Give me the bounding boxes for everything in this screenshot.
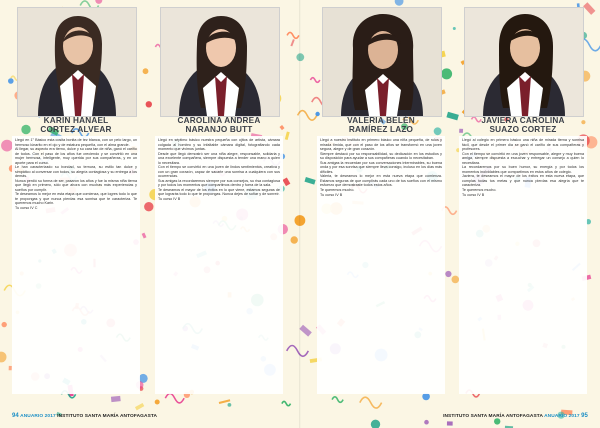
portrait-image [18,8,136,116]
student-bio [12,136,140,394]
page-number: 95 [581,413,588,419]
bio-paragraph: Javiera, te deseamos el mayor de los éxitos en esta nueva etapa, que cumplas todas tus metas y que nunca pierdas esa alegría que te caracteriza. [462,174,584,187]
bio-paragraph: Sus amigas la recordaremos siempre por sus consejos, su risa contagiosa y por todos los momentos que compartimos dentro y fuera de la sala. [158,178,280,187]
portrait-image [465,8,583,116]
student-photo [17,7,137,117]
student-name [153,116,285,135]
yearbook-title: ANUARIO 2017 [20,414,56,419]
school-name: INSTITUTO SANTA MARÍA ANTOFAGASTA [57,414,158,419]
school-name: INSTITUTO SANTA MARÍA ANTOFAGASTA [443,414,543,419]
bio-paragraph: Llegó al colegio en primero básico una niña de mirada tierna y sonrisa fácil, que desde el primer día se ganó el cariño de sus compañeras y profesores. [462,138,584,151]
student-first-names: KARIN HANAEL [43,116,109,125]
bio-signature: Tu curso IV C [15,206,38,210]
bio-paragraph: Te queremos mucho. [462,187,497,192]
bio-signature: Tu curso IV B [320,192,343,197]
student-photo [322,7,442,117]
bio-paragraph: Al llegar, su aspecto era tierno, dulce y su cara tan de niña, ganó el cariño de todos. Con el paso de los años fue creciendo y se convirtió en una mujer hermosa, inteligente, muy querida por sus compañeras, y en un aporte para el curso. [15,147,137,165]
bio-paragraph: Siempre destacó por su responsabilidad, su dedicación en los estudios y su disposición para ayudar a sus compañeras cuando lo necesitaban. [320,151,442,160]
student-photo [160,7,280,117]
student-name [315,116,447,135]
student-bio [317,136,445,394]
bio-paragraph: Valeria, te deseamos lo mejor en esta nueva etapa que comienza. Estamos seguras de que cumplirás cada uno de tus sueños con el mismo esfuerzo que demostraste todos estos años. [320,174,442,187]
student-name [10,116,142,135]
bio-paragraph: Con el tiempo se convirtió en una joven de lindos sentimientos, creativa y con un gran corazón, capaz de sacarle una sonrisa a cualquiera con sus ocurrencias. [158,165,280,178]
bio-paragraph: Llegó en séptimo básico nuestra pequeña con ojitos de artista, cámara colgada al hombro y su infaltable cámara digital, fotografiando cada momento que vivimos juntas. [158,138,280,151]
student-photo [464,7,584,117]
bio-paragraph: Nunca perdió su forma de ser, pasaron los años y fue la misma niña tierna que llegó en primero, sólo que ahora con muchas más experiencias y sueños por cumplir. [15,178,137,192]
bio-paragraph: Con el tiempo se convirtió en una joven responsable, alegre y muy buena amiga, siempre dispuesta a escuchar y entregar un consejo a quien lo necesitara. [462,151,584,165]
bio-paragraph: La recordaremos por su buen humor, su energía y por todos los momentos inolvidables que compartimos en estos años de colegio. [462,165,584,174]
bio-signature: Tu curso IV B [158,197,181,201]
bio-paragraph: Llegó a nuestro instituto en primero básico una niña pequeña, de rulos y mirada tímida, que con el paso de los años se transformó en una joven segura, alegre y de gran corazón. [320,138,442,151]
student-surnames: CORTEZ ALVEAR [40,125,112,135]
student-bio [459,136,587,394]
bio-paragraph: Desde que llegó demostró ser una niña alegre, responsable, solidaria y una excelente compañera, siempre dispuesta a tender una mano a quien lo necesitara. [158,151,280,165]
portrait-image [161,8,279,116]
student-first-names: CAROLINA ANDREA [177,116,261,125]
bio-paragraph: Le han caracterizado su bondad, su ternura, su estilo tan dulce y simpático al conversar con todos, su alegría contagiosa y su entrega a los demás. [15,165,137,178]
bio-paragraph: Sus amigas la recuerdan por sus conversaciones interminables, su buena onda y por esa sonrisa que siempre lleva consigo, incluso en los días más difíciles. [320,160,442,174]
bio-paragraph: Te deseamos lo mejor en esta etapa que comienza, que logres todo lo que te propongas y que nunca pierdas esa sonrisa que te caracteriza. Te queremos mucho Karin. [15,192,137,205]
page-number: 94 [12,413,19,419]
bio-paragraph: Llegó en 1° Básico esta cosita bonita de tez blanca, con un pelo largo, un hermoso lúnarito en el ojo y de estatura pequeña, con el alma grande. [15,138,137,147]
right-page [300,0,600,428]
bio-paragraph: Te deseamos el mayor de los éxitos en lo que viene, estamos seguras de que lograrás todo lo que te propongas. Nunca dejes de soñar y de sonreír. [158,187,280,196]
student-surnames: NARANJO BUTT [185,125,253,135]
page-footer [12,413,157,419]
bio-signature: Tu curso IV B [462,192,485,197]
student-name [457,116,589,135]
student-first-names: VALERIA BELÉN [347,116,415,125]
student-surnames: SUAZO CORTEZ [489,125,557,135]
student-surnames: RAMÍREZ LAZO [348,125,414,135]
student-first-names: JAVIERA CAROLINA [481,116,565,125]
portrait-image [323,8,441,116]
bio-paragraph: Te queremos mucho. [320,187,355,192]
yearbook-title: ANUARIO 2017 [544,414,580,419]
page-footer [443,413,588,419]
student-bio [155,136,283,394]
